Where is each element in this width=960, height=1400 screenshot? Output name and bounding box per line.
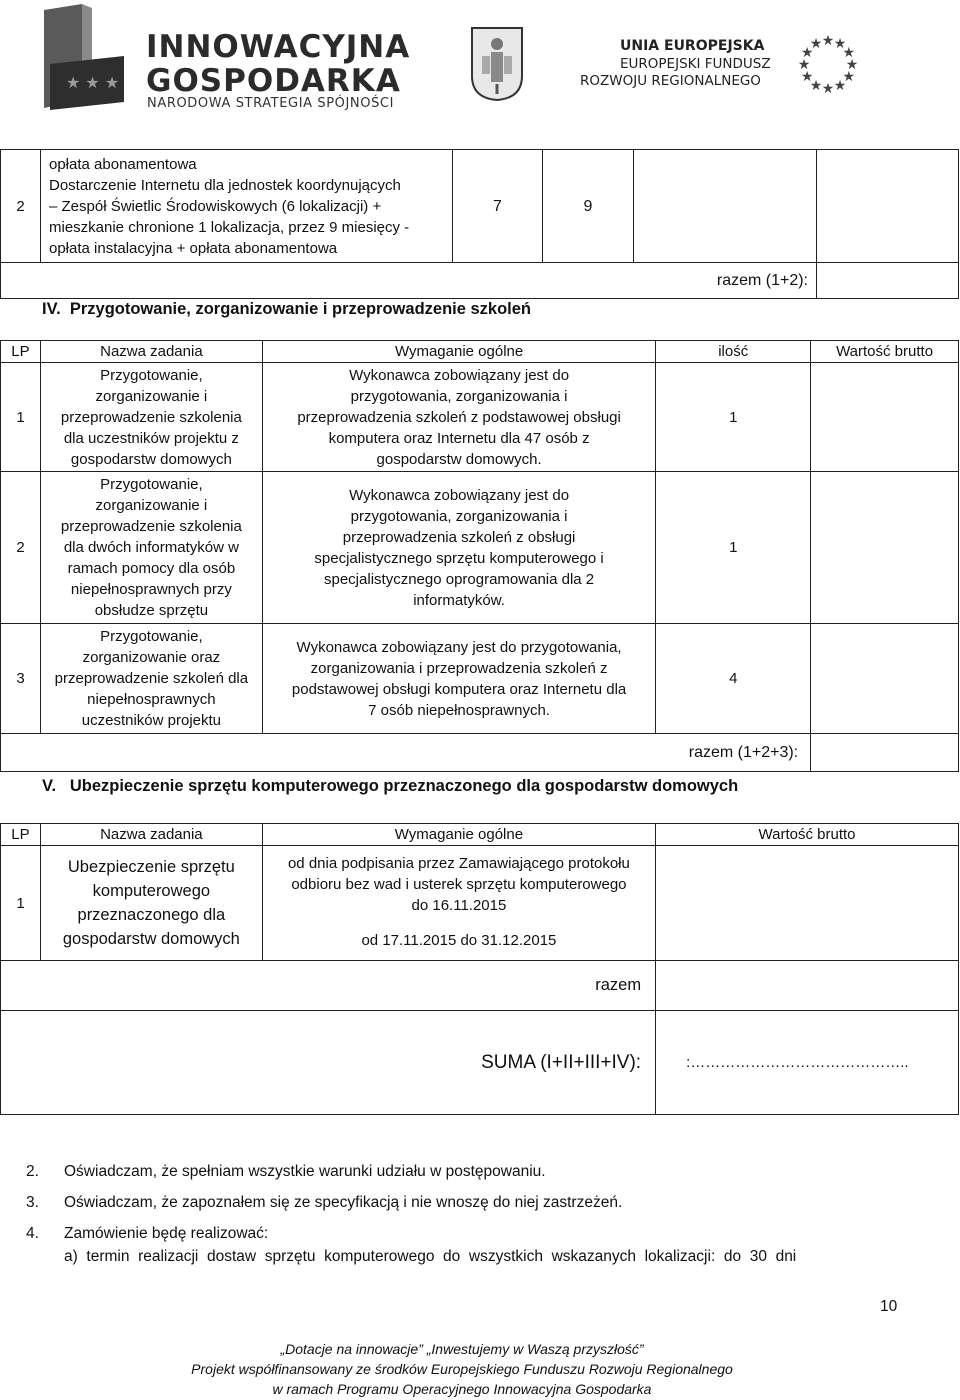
section-title: Ubezpieczenie sprzętu komputerowego przeznaczonego dla gospodarstw domowych [69,777,739,795]
logo-title-line1: INNOWACYJNA [146,29,411,65]
term-line: a) termin realizacji dostaw sprzętu komputerowego do wszystkich wskazanych lokalizacji: do 30 dni [64,1248,797,1265]
row-quantity: 1 [656,363,811,472]
row-name: Przygotowanie, zorganizowanie oraz przeprowadzenie szkoleń dla niepełnosprawnych uczestników projektu [40,624,262,734]
col-name: Nazwa zadania [40,824,262,846]
footer-line3: w ramach Programu Operacyjnego Innowacyjna Gospodarka [272,1381,652,1397]
eu-star-icon: ★ [800,45,814,61]
row-value [811,363,959,472]
col-lp: LP [1,341,41,363]
declaration-item: 3. Oświadczam, że zapoznałem się ze specyfikacją i nie wnoszę do niej zastrzeżeń. [26,1194,623,1211]
eu-star-icon: ★ [809,77,823,94]
row-quantity: 4 [656,624,811,734]
suma-label: SUMA (I+II+III+IV): [1,1011,656,1115]
col-quantity: ilość [656,341,811,363]
row-lp: 2 [1,472,41,624]
col-lp: LP [1,824,41,846]
section-title: Przygotowanie, zorganizowanie i przeprowadzenie szkoleń [69,300,532,318]
eu-flag-icon [788,26,868,96]
row-requirement: Wykonawca zobowiązany jest do przygotowania, zorganizowania i przeprowadzenia szkoleń z podstawowej obsługi komputera oraz Internetu dla 7 osób niepełnosprawnych. [262,624,656,734]
eu-star-icon: ★ [842,45,856,61]
table-row [1,363,959,472]
eu-star-icon: ★ [821,81,835,96]
col-requirement: Wymaganie ogólne [262,341,656,363]
total-value [817,263,959,299]
section-v-heading [42,777,738,796]
eu-star-icon: ★ [833,36,847,53]
col-requirement: Wymaganie ogólne [262,824,655,846]
total-row [1,263,959,299]
table-row [1,846,959,961]
page-number: 10 [880,1298,898,1315]
total-value [811,734,959,772]
coat-of-arms-icon [470,26,524,102]
section-iv-table [0,340,959,772]
section-v-table [0,823,959,1115]
page-header [0,0,960,118]
row-requirement: Wykonawca zobowiązany jest do przygotowania, zorganizowania i przeprowadzenia szkoleń z podstawowej obsługi komputera oraz Internetu dla 47 osób z gospodarstw domowych. [262,363,656,472]
row-requirement: Wykonawca zobowiązany jest do przygotowania, zorganizowania i przeprowadzenia szkoleń z obsługi specjalistycznego sprzętu komputerowego i specjalistycznego oprogramowania dla 2 informatyków. [262,472,656,624]
section-number: V. [42,777,57,795]
eu-star-icon: ★ [842,69,856,85]
eu-star-icon: ★ [809,36,823,53]
desc-line: mieszkanie chronione 1 lokalizacja, przez 9 miesięcy - [49,218,410,236]
table-header-row [1,341,959,363]
eu-star-icon: ★ [821,33,835,49]
section-iv-heading [42,300,531,319]
table-header-row [1,824,959,846]
total-label: razem (1+2+3): [1,734,811,772]
col-value: Wartość brutto [656,824,959,846]
declaration-item: 2. Oświadczam, że spełniam wszystkie warunki udziału w postępowaniu. [26,1163,546,1180]
row-value [811,624,959,734]
total-label: razem (1+2): [1,263,817,299]
row-value-3 [634,150,817,263]
row-value-2: 9 [543,150,634,263]
total-row [1,734,959,772]
col-value: Wartość brutto [811,341,959,363]
footer-line1: „Dotacje na innowacje” „Inwestujemy w Waszą przyszłość” [280,1341,644,1357]
row-lp: 1 [1,846,41,961]
table-row [1,624,959,734]
footer-line2: Projekt współfinansowany ze środków Europejskiego Funduszu Rozwoju Regionalnego [191,1361,733,1377]
total-row [1,961,959,1011]
eu-star-icon: ★ [845,57,859,73]
table-row [1,150,959,263]
section-number: IV. [42,300,61,318]
total-label: razem [1,961,656,1011]
row-name: Przygotowanie, zorganizowanie i przeprowadzenie szkolenia dla uczestników projektu z gospodarstw domowych [40,363,262,472]
eu-fund-line1: EUROPEJSKI FUNDUSZ [620,56,771,72]
row-lp: 2 [1,150,41,263]
row-value [656,846,959,961]
row-value-1: 7 [453,150,543,263]
declaration-item: 4. Zamówienie będę realizować: [26,1225,269,1242]
logo-subtitle: NARODOWA STRATEGIA SPÓJNOŚCI [147,96,395,111]
declarations-list [26,1156,622,1249]
row-lp: 1 [1,363,41,472]
eu-star-icon: ★ [797,57,811,73]
row-lp: 3 [1,624,41,734]
suma-row [1,1011,959,1115]
row-quantity: 1 [656,472,811,624]
innowacyjna-gospodarka-logo-icon [28,4,138,114]
row-value-4 [817,150,959,263]
row-value [811,472,959,624]
eu-fund-line2: ROZWOJU REGIONALNEGO [580,73,761,89]
col-name: Nazwa zadania [40,341,262,363]
desc-line: opłata instalacyjna + opłata abonamentowa [49,239,338,257]
row-name: Przygotowanie, zorganizowanie i przeprowadzenie szkolenia dla dwóch informatyków w ramach pomocy dla osób niepełnosprawnych przy obsłudze sprzętu [40,472,262,624]
row-name: Ubezpieczenie sprzętu komputerowego przeznaczonego dla gospodarstw domowych [40,846,262,961]
table-row [1,472,959,624]
eu-star-icon: ★ [800,69,814,85]
suma-value: :…………………………………….. [656,1011,959,1115]
eu-star-icon: ★ [833,77,847,94]
row-description [41,150,453,263]
top-table [0,149,959,299]
desc-line: Dostarczenie Internetu dla jednostek koordynujących [49,176,401,194]
eu-title: UNIA EUROPEJSKA [620,38,765,54]
desc-line: opłata abonamentowa [49,155,197,173]
svg-text:★ ★ ★: ★ ★ ★ [66,73,120,92]
requirement-period: od 17.11.2015 do 31.12.2015 [361,932,557,949]
row-requirement: od dnia podpisania przez Zamawiającego protokołu odbioru bez wad i usterek sprzętu komputerowego do 16.11.2015 od 17.11.2015 do 31.12.2015 [262,846,655,961]
total-value [656,961,959,1011]
logo-title-line2: GOSPODARKA [146,63,401,99]
desc-line: – Zespół Świetlic Środowiskowych (6 lokalizacji) + [49,197,382,215]
